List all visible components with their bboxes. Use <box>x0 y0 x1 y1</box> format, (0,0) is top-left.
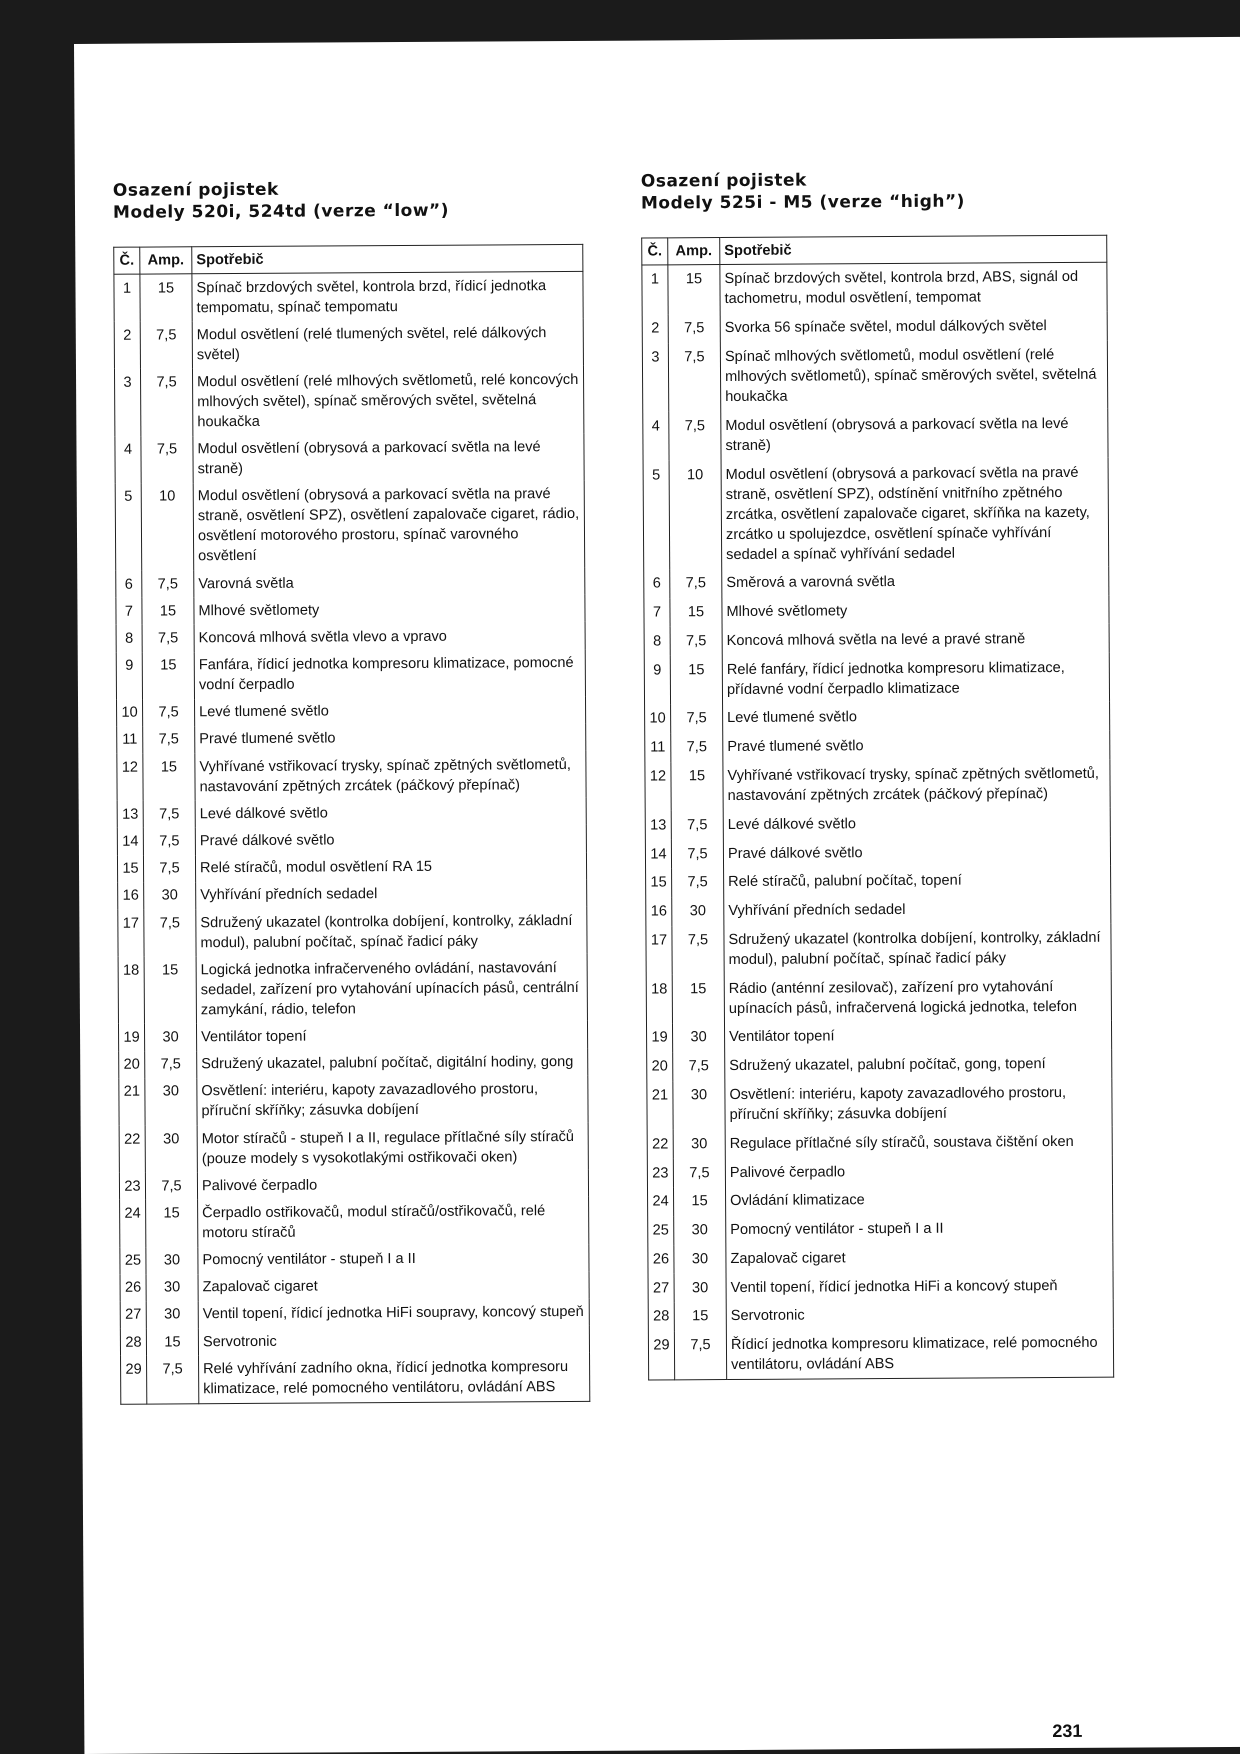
fuse-consumer-cell: Pomocný ventilátor - stupeň I a II <box>726 1213 1113 1244</box>
fuse-consumer-cell: Zapalovač cigaret <box>726 1242 1113 1273</box>
fuse-number-cell: 18 <box>646 975 672 1024</box>
table-row <box>114 366 583 436</box>
fuse-consumer-cell: Palivové čerpadlo <box>725 1156 1112 1187</box>
table-row <box>115 481 585 571</box>
table-row <box>118 907 587 957</box>
fuse-consumer-cell: Relé stíračů, palubní počítač, topení <box>724 866 1111 897</box>
table-subtitle: Modely 525i - M5 (verze “high”) <box>640 191 965 214</box>
table-row <box>119 1048 588 1078</box>
fuse-amperage-cell: 7,5 <box>140 321 192 369</box>
fuse-consumer-cell: Osvětlení: interiéru, kapoty zavazadlového prostoru, příruční skříňky; zásuvka dobíjení <box>197 1076 588 1126</box>
table-row <box>644 595 1109 627</box>
fuse-amperage-cell: 7,5 <box>143 828 195 856</box>
fuse-amperage-cell: 7,5 <box>671 733 723 762</box>
fuse-number-cell: 6 <box>644 569 670 598</box>
fuse-number-cell: 15 <box>117 855 143 882</box>
fuse-amperage-cell: 7,5 <box>143 726 195 754</box>
table-row <box>645 759 1110 811</box>
table-row <box>119 1076 588 1126</box>
fuse-consumer-cell: Levé dálkové světlo <box>195 798 586 828</box>
fuse-number-cell: 1 <box>114 274 140 322</box>
table-row <box>646 894 1111 926</box>
table-header-row <box>114 244 583 274</box>
table-row <box>648 1213 1113 1245</box>
fuse-number-cell: 4 <box>643 412 669 461</box>
fuse-consumer-cell: Modul osvětlení (obrysová a parkovací světla na levé straně) <box>193 433 584 483</box>
fuse-amperage-cell: 7,5 <box>144 909 196 957</box>
fuse-consumer-cell: Koncová mlhová světla na levé a pravé straně <box>722 624 1109 655</box>
fuse-number-cell: 22 <box>119 1126 145 1173</box>
fuse-number-cell: 7 <box>644 598 670 627</box>
fuse-amperage-cell: 7,5 <box>143 699 195 727</box>
fuse-number-cell: 11 <box>645 733 671 762</box>
table-row <box>644 567 1109 599</box>
fuse-consumer-cell: Levé dálkové světlo <box>723 808 1110 839</box>
fuse-number-cell: 21 <box>647 1081 673 1130</box>
fuse-number-cell: 22 <box>647 1130 673 1159</box>
fuse-consumer-cell: Ventilátor topení <box>724 1021 1111 1052</box>
fuse-number-cell: 17 <box>118 910 144 957</box>
fuse-amperage-cell: 7,5 <box>672 868 724 897</box>
table-row <box>644 653 1109 705</box>
table-body <box>642 262 1114 1380</box>
fuse-number-cell: 29 <box>648 1331 674 1380</box>
fuse-amperage-cell: 7,5 <box>673 1158 725 1187</box>
scanned-page <box>74 37 1240 1754</box>
fuse-amperage-cell: 30 <box>674 1216 726 1245</box>
fuse-consumer-cell: Modul osvětlení (relé tlumených světel, relé dálkových světel) <box>192 319 583 369</box>
fuse-number-cell: 5 <box>115 483 142 570</box>
fuse-number-cell: 16 <box>646 897 672 926</box>
fuse-amperage-cell: 30 <box>144 1024 196 1052</box>
fuse-consumer-cell: Svorka 56 spínače světel, modul dálkových světel <box>720 311 1107 342</box>
fuse-number-cell: 25 <box>120 1247 146 1274</box>
table-row <box>646 972 1111 1024</box>
fuse-consumer-cell: Sdružený ukazatel, palubní počítač, gong, topení <box>725 1050 1112 1081</box>
table-row <box>648 1271 1113 1303</box>
fuse-amperage-cell: 7,5 <box>670 627 722 656</box>
fuse-amperage-cell: 30 <box>144 882 196 910</box>
table-row <box>116 568 585 598</box>
fuse-number-cell: 13 <box>645 811 671 840</box>
table-row <box>643 458 1109 570</box>
fuse-number-cell: 16 <box>118 882 144 909</box>
fuse-consumer-cell: Koncová mlhová světla vlevo a vpravo <box>194 622 585 652</box>
fuse-amperage-cell: 15 <box>140 274 192 322</box>
fuse-number-cell: 23 <box>119 1173 145 1200</box>
table-row <box>645 837 1110 869</box>
fuse-amperage-cell: 30 <box>672 1023 724 1052</box>
fuse-number-cell: 20 <box>647 1052 673 1081</box>
fuse-number-cell: 19 <box>646 1023 672 1052</box>
fuse-amperage-cell: 15 <box>670 598 722 627</box>
fuse-number-cell: 3 <box>642 343 668 412</box>
fuse-number-cell: 14 <box>645 840 671 869</box>
table-row <box>647 1156 1112 1188</box>
fuse-number-cell: 28 <box>120 1329 146 1356</box>
fuse-consumer-cell: Modul osvětlení (obrysová a parkovací světla na pravé straně, osvětlení SPZ), odstínění vnitřního zpětného zrcátka, osvětlení zapalovače cigaret, skříňka na kazety, zrcátko u spolujezdce, osvětlení spínače vyhřívání sedadel a spínač vyhřívání sedadel <box>721 458 1109 569</box>
fuse-number-cell: 8 <box>644 627 670 656</box>
fuse-amperage-cell: 30 <box>145 1125 197 1173</box>
table-row <box>116 622 585 652</box>
fuse-number-cell: 8 <box>116 625 142 652</box>
fuse-amperage-cell: 15 <box>670 655 722 704</box>
fuse-consumer-cell: Sdružený ukazatel, palubní počítač, digitální hodiny, gong <box>197 1048 588 1078</box>
table-heading <box>641 168 1107 215</box>
fuse-consumer-cell: Sdružený ukazatel (kontrolka dobíjení, kontrolky, základní modul), palubní počítač, spínač řadicí páky <box>196 907 587 957</box>
table-row <box>117 697 586 727</box>
table-row <box>119 1170 588 1200</box>
fuse-consumer-cell: Sdružený ukazatel (kontrolka dobíjení, kontrolky, základní modul), palubní počítač, spínač řadicí páky <box>724 923 1111 974</box>
table-row <box>115 433 584 483</box>
fuse-number-cell: 12 <box>117 754 143 801</box>
table-row <box>648 1329 1113 1381</box>
table-row <box>642 311 1107 343</box>
table-heading <box>113 177 583 224</box>
table-title: Osazení pojistek <box>112 179 279 201</box>
table-row <box>116 595 585 625</box>
fuse-consumer-cell: Servotronic <box>198 1326 589 1356</box>
fuse-consumer-cell: Řídicí jednotka kompresoru klimatizace, relé pomocného ventilátoru, ovládání ABS <box>726 1329 1113 1380</box>
fuse-amperage-cell: 30 <box>673 1129 725 1158</box>
table-row <box>648 1242 1113 1274</box>
fuse-consumer-cell: Servotronic <box>726 1300 1113 1331</box>
fuse-amperage-cell: 15 <box>146 1200 198 1248</box>
fuse-consumer-cell: Pomocný ventilátor - stupeň I a II <box>198 1244 589 1274</box>
fuse-consumer-cell: Modul osvětlení (obrysová a parkovací světla na pravé straně, osvětlení SPZ), osvětlení zapalovače cigaret, rádio, osvětlení motorového prostoru, spínač varovného osvětlení <box>193 481 585 571</box>
page-number: 231 <box>1052 1720 1083 1742</box>
table-row <box>642 340 1107 412</box>
fuse-amperage-cell: 15 <box>672 974 724 1023</box>
fuse-amperage-cell: 30 <box>146 1274 198 1302</box>
column-header-consumer: Spotřebič <box>192 244 583 273</box>
table-row <box>119 1123 588 1173</box>
fuse-number-cell: 12 <box>645 762 671 811</box>
fuse-consumer-cell: Pravé tlumené světlo <box>195 724 586 754</box>
table-row <box>643 409 1108 461</box>
fuse-consumer-cell: Relé stíračů, modul osvětlení RA 15 <box>195 853 586 883</box>
table-row <box>121 1353 590 1404</box>
fuse-number-cell: 18 <box>118 957 144 1024</box>
fuse-consumer-cell: Spínač brzdových světel, kontrola brzd, ABS, signál od tachometru, modul osvětlení, tempomat <box>720 262 1107 314</box>
fuse-amperage-cell: 7,5 <box>143 855 195 883</box>
table-row <box>642 262 1107 314</box>
fuse-number-cell: 28 <box>648 1302 674 1331</box>
fuse-number-cell: 2 <box>642 314 668 343</box>
fuse-consumer-cell: Logická jednotka infračerveného ovládání, nastavování sedadel, zařízení pro vytahování upínacích pásů, centrální zamykání, rádio, telefon <box>196 954 587 1024</box>
fuse-amperage-cell: 7,5 <box>142 625 194 653</box>
table-row <box>117 853 586 883</box>
table-row <box>648 1300 1113 1332</box>
table-row <box>117 798 586 828</box>
fuse-amperage-cell: 30 <box>672 897 724 926</box>
table-row <box>646 1021 1111 1053</box>
fuse-number-cell: 27 <box>120 1301 146 1328</box>
fuse-consumer-cell: Čerpadlo ostřikovačů, modul stíračů/ostřikovačů, relé motoru stíračů <box>198 1197 589 1247</box>
fuse-amperage-cell: 15 <box>671 762 723 811</box>
fuse-consumer-cell: Mlhové světlomety <box>722 595 1109 626</box>
column-header-consumer: Spotřebič <box>720 235 1107 264</box>
table-row <box>120 1299 589 1329</box>
fuse-table-block-low <box>113 177 590 1405</box>
fuse-number-cell: 17 <box>646 926 672 975</box>
table-row <box>644 624 1109 656</box>
table-row <box>647 1050 1112 1082</box>
fuse-consumer-cell: Směrová a varovná světla <box>722 567 1109 598</box>
fuse-amperage-cell: 7,5 <box>143 801 195 829</box>
fuse-consumer-cell: Pravé tlumené světlo <box>723 730 1110 761</box>
table-row <box>645 808 1110 840</box>
fuse-amperage-cell: 15 <box>142 597 194 625</box>
fuse-consumer-cell: Ovládání klimatizace <box>725 1185 1112 1216</box>
fuse-consumer-cell: Vyhřívání předních sedadel <box>724 894 1111 925</box>
table-row <box>116 649 585 699</box>
fuse-amperage-cell: 30 <box>145 1078 197 1126</box>
fuse-number-cell: 10 <box>645 704 671 733</box>
fuse-amperage-cell: 10 <box>141 483 194 571</box>
fuse-amperage-cell: 15 <box>142 652 194 700</box>
table-row <box>114 319 583 369</box>
table-subtitle: Modely 520i, 524td (verze “low”) <box>112 200 450 223</box>
fuse-number-cell: 24 <box>647 1187 673 1216</box>
fuse-number-cell: 13 <box>117 801 143 828</box>
table-row <box>646 866 1111 898</box>
fuse-consumer-cell: Modul osvětlení (obrysová a parkovací světla na levé straně) <box>721 409 1108 460</box>
table-header-row <box>642 235 1107 265</box>
fuse-number-cell: 4 <box>115 436 141 483</box>
column-header-amp: Amp. <box>668 238 720 265</box>
fuse-amperage-cell: 10 <box>669 460 722 569</box>
fuse-consumer-cell: Relé fanfáry, řídicí jednotka kompresoru klimatizace, přídavné vodní čerpadlo klimatizace <box>722 653 1109 704</box>
table-row <box>646 923 1111 975</box>
table-title: Osazení pojistek <box>640 170 807 192</box>
fuse-amperage-cell: 15 <box>143 753 195 801</box>
fuse-number-cell: 7 <box>116 598 142 625</box>
fuse-consumer-cell: Relé vyhřívání zadního okna, řídicí jednotka kompresoru klimatizace, relé pomocného ventilátoru, ovládání ABS <box>199 1353 590 1403</box>
fuse-number-cell: 20 <box>119 1051 145 1078</box>
fuse-consumer-cell: Modul osvětlení (relé mlhových světlometů, relé koncových mlhových světel), spínač směrových světel, světelná houkačka <box>192 366 583 436</box>
fuse-table-high <box>641 235 1114 1381</box>
column-header-number: Č. <box>114 247 140 274</box>
fuse-number-cell: 27 <box>648 1274 674 1303</box>
fuse-number-cell: 9 <box>644 656 670 705</box>
fuse-consumer-cell: Zapalovač cigaret <box>198 1272 589 1302</box>
fuse-consumer-cell: Palivové čerpadlo <box>197 1170 588 1200</box>
fuse-amperage-cell: 7,5 <box>671 810 723 839</box>
fuse-consumer-cell: Ventilátor topení <box>196 1021 587 1051</box>
table-row <box>647 1127 1112 1159</box>
fuse-amperage-cell: 7,5 <box>668 314 720 343</box>
fuse-number-cell: 24 <box>120 1200 146 1247</box>
table-row <box>645 730 1110 762</box>
fuse-consumer-cell: Spínač brzdových světel, kontrola brzd, řídicí jednotka tempomatu, spínač tempomatu <box>192 271 583 321</box>
table-row <box>120 1244 589 1274</box>
fuse-number-cell: 14 <box>117 828 143 855</box>
fuse-consumer-cell: Spínač mlhových světlometů, modul osvětlení (relé mlhových světlometů), spínač směrových světel, světelná houkačka <box>720 340 1107 411</box>
fuse-amperage-cell: 7,5 <box>671 704 723 733</box>
fuse-table-block-high <box>641 168 1114 1381</box>
fuse-number-cell: 23 <box>647 1159 673 1188</box>
fuse-consumer-cell: Vyhřívané vstřikovací trysky, spínač zpětných světlometů, nastavování zpětných zrcátek (páčkový přepínač) <box>195 751 586 801</box>
fuse-number-cell: 21 <box>119 1078 145 1125</box>
fuse-consumer-cell: Vyhřívání předních sedadel <box>196 880 587 910</box>
fuse-amperage-cell: 30 <box>674 1245 726 1274</box>
fuse-number-cell: 25 <box>648 1216 674 1245</box>
fuse-amperage-cell: 15 <box>668 265 720 315</box>
fuse-amperage-cell: 30 <box>674 1273 726 1302</box>
column-header-amp: Amp. <box>140 247 192 274</box>
fuse-amperage-cell: 7,5 <box>670 569 722 598</box>
fuse-consumer-cell: Fanfára, řídicí jednotka kompresoru klimatizace, pomocné vodní čerpadlo <box>194 649 585 699</box>
fuse-consumer-cell: Vyhřívané vstřikovací trysky, spínač zpětných světlometů, nastavování zpětných zrcátek (páčkový přepínač) <box>723 759 1110 810</box>
table-row <box>118 954 587 1024</box>
fuse-number-cell: 2 <box>114 322 140 369</box>
fuse-amperage-cell: 30 <box>146 1301 198 1329</box>
fuse-amperage-cell: 7,5 <box>140 369 192 437</box>
table-body <box>114 271 590 1404</box>
fuse-amperage-cell: 7,5 <box>145 1172 197 1200</box>
fuse-consumer-cell: Levé tlumené světlo <box>723 702 1110 733</box>
fuse-amperage-cell: 7,5 <box>672 926 724 975</box>
fuse-number-cell: 11 <box>117 726 143 753</box>
table-row <box>117 751 586 801</box>
fuse-number-cell: 6 <box>116 571 142 598</box>
table-row <box>120 1326 589 1356</box>
fuse-amperage-cell: 7,5 <box>145 1051 197 1079</box>
fuse-amperage-cell: 15 <box>674 1302 726 1331</box>
fuse-consumer-cell: Rádio (anténní zesilovač), zařízení pro vytahování upínacích pásů, infračervená logická jednotka, telefon <box>724 972 1111 1023</box>
table-row <box>645 702 1110 734</box>
fuse-consumer-cell: Pravé dálkové světlo <box>723 837 1110 868</box>
fuse-amperage-cell: 7,5 <box>671 839 723 868</box>
fuse-number-cell: 1 <box>642 265 668 314</box>
fuse-consumer-cell: Varovná světla <box>194 568 585 598</box>
fuse-number-cell: 29 <box>121 1356 147 1404</box>
table-row <box>117 825 586 855</box>
table-row <box>120 1272 589 1302</box>
fuse-amperage-cell: 7,5 <box>673 1052 725 1081</box>
table-row <box>114 271 583 322</box>
fuse-number-cell: 15 <box>646 868 672 897</box>
column-header-number: Č. <box>642 238 668 265</box>
fuse-amperage-cell: 7,5 <box>668 343 720 412</box>
fuse-number-cell: 10 <box>117 699 143 726</box>
fuse-consumer-cell: Pravé dálkové světlo <box>195 825 586 855</box>
fuse-consumer-cell: Ventil topení, řídicí jednotka HiFi a koncový stupeň <box>726 1271 1113 1302</box>
fuse-amperage-cell: 7,5 <box>147 1356 199 1404</box>
table-row <box>118 1021 587 1051</box>
fuse-amperage-cell: 30 <box>673 1081 725 1130</box>
fuse-number-cell: 19 <box>118 1024 144 1051</box>
fuse-number-cell: 9 <box>116 652 142 699</box>
fuse-amperage-cell: 15 <box>144 956 196 1024</box>
fuse-amperage-cell: 15 <box>673 1187 725 1216</box>
fuse-amperage-cell: 7,5 <box>142 570 194 598</box>
fuse-amperage-cell: 7,5 <box>674 1331 726 1380</box>
fuse-table-low <box>113 244 590 1405</box>
fuse-consumer-cell: Osvětlení: interiéru, kapoty zavazadlového prostoru, příruční skříňky; zásuvka dobíjení <box>725 1078 1112 1129</box>
fuse-amperage-cell: 30 <box>146 1247 198 1275</box>
fuse-consumer-cell: Regulace přítlačné síly stíračů, soustava čištění oken <box>725 1127 1112 1158</box>
fuse-number-cell: 26 <box>648 1245 674 1274</box>
fuse-number-cell: 5 <box>643 460 670 569</box>
fuse-number-cell: 26 <box>120 1274 146 1301</box>
fuse-consumer-cell: Motor stíračů - stupeň I a II, regulace přítlačné síly stíračů (pouze modely s vysokotlakými ostřikovači oken) <box>197 1123 588 1173</box>
fuse-amperage-cell: 7,5 <box>669 411 721 460</box>
fuse-consumer-cell: Mlhové světlomety <box>194 595 585 625</box>
fuse-amperage-cell: 7,5 <box>141 436 193 484</box>
fuse-consumer-cell: Levé tlumené světlo <box>195 697 586 727</box>
fuse-number-cell: 3 <box>114 369 140 436</box>
table-row <box>647 1078 1112 1130</box>
table-row <box>118 880 587 910</box>
fuse-consumer-cell: Ventil topení, řídicí jednotka HiFi soupravy, koncový stupeň <box>198 1299 589 1329</box>
fuse-amperage-cell: 15 <box>146 1328 198 1356</box>
table-row <box>120 1197 589 1247</box>
table-row <box>117 724 586 754</box>
table-row <box>647 1185 1112 1217</box>
